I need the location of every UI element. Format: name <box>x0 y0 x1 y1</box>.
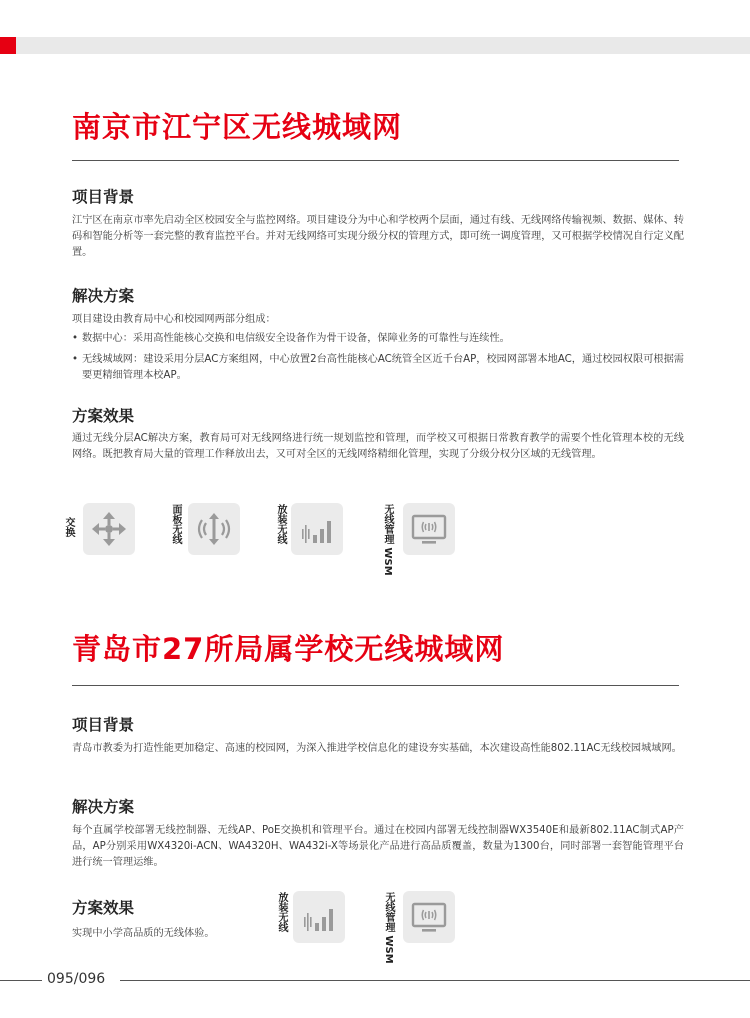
icon-label-ap-wireless: 放装无线 <box>276 892 287 932</box>
case1-solution-heading: 解决方案 <box>72 287 135 305</box>
case2-background-heading: 项目背景 <box>72 716 135 734</box>
panel-wireless-icon <box>188 503 240 555</box>
monitor-wireless-icon-graphic <box>409 897 449 937</box>
monitor-wireless-icon-graphic <box>409 509 449 549</box>
case1-solution-bullet: • 数据中心：采用高性能核心交换和电信级安全设备作为骨干设备，保障业务的可靠性与连续性。 <box>72 331 684 347</box>
switch-arrows-icon-graphic <box>89 509 129 549</box>
signal-bars-icon-graphic <box>299 897 339 937</box>
icon-label-switch: 交换 <box>63 517 74 537</box>
case2-solution-heading: 解决方案 <box>72 798 135 816</box>
signal-bars-icon-graphic <box>297 509 337 549</box>
switch-arrows-icon <box>83 503 135 555</box>
icon-label-wsm: 无线管理 WSM <box>383 892 394 964</box>
footer-rule-left <box>0 980 42 981</box>
header-bar <box>0 37 750 54</box>
case1-solution-intro: 项目建设由教育局中心和校园网两部分组成： <box>72 314 276 325</box>
case2-title: 青岛市27所局属学校无线城域网 <box>72 632 505 666</box>
case2-solution-text: 每个直属学校部署无线控制器、无线AP、PoE交换机和管理平台。通过在校园内部署无线控制器WX3540E和最新802.11AC制式AP产品，AP分别采用WX4320i-ACN、WA4320H、WA432i-X等场景化产品进行高品质覆盖，数量为1300台，同时部署一套智能管理平台进行统一管理运维。 <box>72 825 684 869</box>
case1-solution-bullet: • 无线城域网：建设采用分层AC方案组网，中心放置2台高性能核心AC统管全区近千台AP，校园网部署本地AC，通过校园权限可根据需要更精细管理本校AP。 <box>72 352 684 384</box>
case1-divider <box>72 160 679 161</box>
case1-background-heading: 项目背景 <box>72 188 135 206</box>
monitor-wireless-icon <box>403 891 455 943</box>
case2-effect-heading: 方案效果 <box>72 899 135 917</box>
case1-effect-text: 通过无线分层AC解决方案，教育局可对无线网络进行统一规划监控和管理，而学校又可根据日常教育教学的需要个性化管理本校的无线网络。既把教育局大量的管理工作释放出去，又可对全区的无线网络精细化管理，实现了分级分权分区域的无线管理。 <box>72 433 684 461</box>
icon-label-panel-wireless: 面板无线 <box>170 504 181 544</box>
page-number: 095/096 <box>47 971 106 987</box>
signal-bars-icon <box>293 891 345 943</box>
panel-wireless-icon-graphic <box>194 509 234 549</box>
case2-background-text: 青岛市教委为打造性能更加稳定、高速的校园网，为深入推进学校信息化的建设夯实基础，本次建设高性能802.11AC无线校园城域网。 <box>72 743 682 754</box>
signal-bars-icon <box>291 503 343 555</box>
icon-label-ap-wireless: 放装无线 <box>275 504 286 544</box>
footer-rule-right <box>120 980 750 981</box>
case2-divider <box>72 685 679 686</box>
case2-effect-text: 实现中小学高品质的无线体验。 <box>72 928 215 939</box>
icon-label-wsm: 无线管理 WSM <box>382 504 393 576</box>
case1-title: 南京市江宁区无线城域网 <box>72 110 403 144</box>
monitor-wireless-icon <box>403 503 455 555</box>
header-accent <box>0 37 16 54</box>
case1-effect-heading: 方案效果 <box>72 407 135 425</box>
case1-background-text: 江宁区在南京市率先启动全区校园安全与监控网络。项目建设分为中心和学校两个层面，通过有线、无线网络传输视频、数据、媒体、转码和智能分析等一套完整的教育监控平台。并对无线网络可实现分级分权的管理方式，即可统一调度管理，又可根据学校情况自行定义配置。 <box>72 215 684 259</box>
